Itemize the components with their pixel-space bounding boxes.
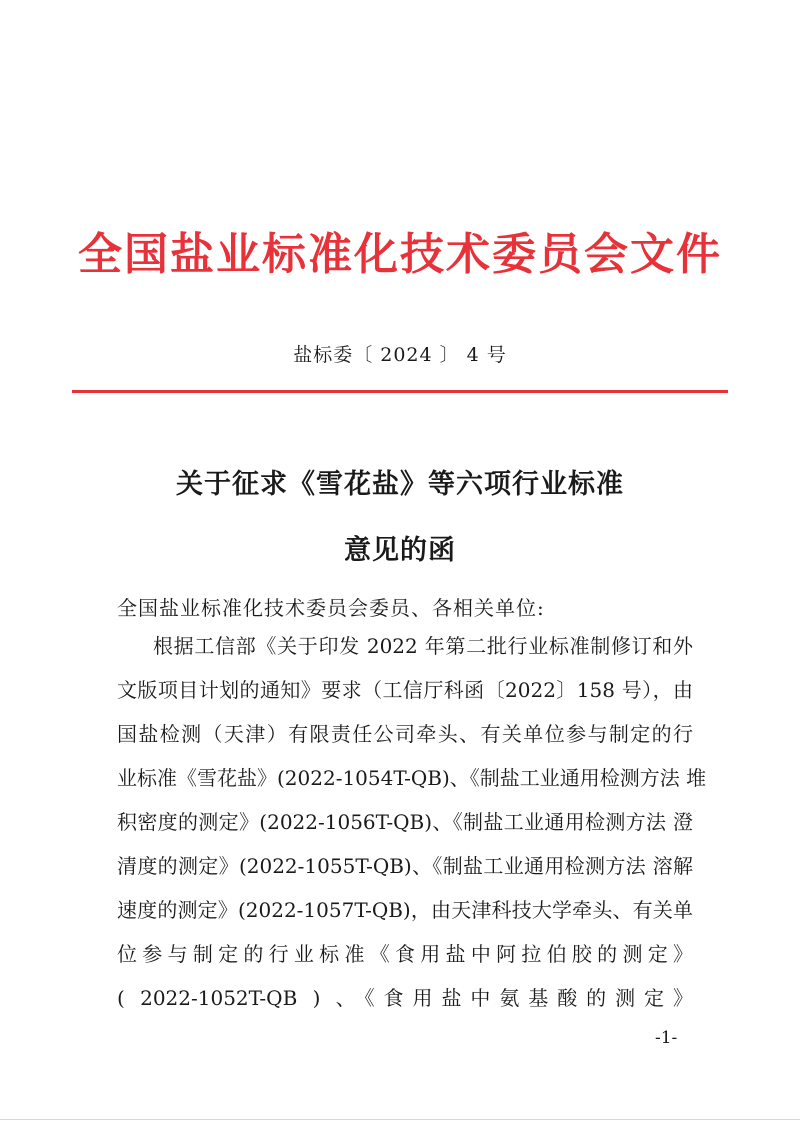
salutation: 全国盐业标准化技术委员会委员、各相关单位: xyxy=(117,596,545,620)
body-line: 国盐检测（天津）有限责任公司牵头、有关单位参与制定的行 xyxy=(117,722,693,746)
body-line: 文版项目计划的通知》要求（工信厅科函〔2022〕158 号），由 xyxy=(117,678,693,702)
document-number: 盐标委〔 2024 〕 4 号 xyxy=(293,344,507,366)
page-number: -1- xyxy=(655,1028,678,1048)
issuer-title: 全国盐业标准化技术委员会文件 xyxy=(78,229,722,280)
body-line: 根据工信部《关于印发 2022 年第二批行业标准制修订和外 xyxy=(153,634,693,658)
footer-divider xyxy=(0,1119,800,1120)
body-line: 速度的测定》(2022-1057T-QB)，由天津科技大学牵头、有关单 xyxy=(117,898,693,922)
subject-line-1: 关于征求《雪花盐》等六项行业标准 xyxy=(176,469,624,500)
subject-line-2: 意见的函 xyxy=(344,535,456,566)
body-line: 业标准《雪花盐》(2022-1054T-QB)、《制盐工业通用检测方法 堆 xyxy=(117,766,707,790)
body-line: 积密度的测定》(2022-1056T-QB)、《制盐工业通用检测方法 澄 xyxy=(117,810,693,834)
body-line: 位参与制定的行业标准《食用盐中阿拉伯胶的测定》 xyxy=(117,942,693,966)
body-line: 清度的测定》(2022-1055T-QB)、《制盐工业通用检测方法 溶解 xyxy=(117,854,693,878)
body-line: ( 2022-1052T-QB ) 、《食用盐中氨基酸的测定》 xyxy=(117,986,693,1010)
red-divider xyxy=(72,390,728,393)
